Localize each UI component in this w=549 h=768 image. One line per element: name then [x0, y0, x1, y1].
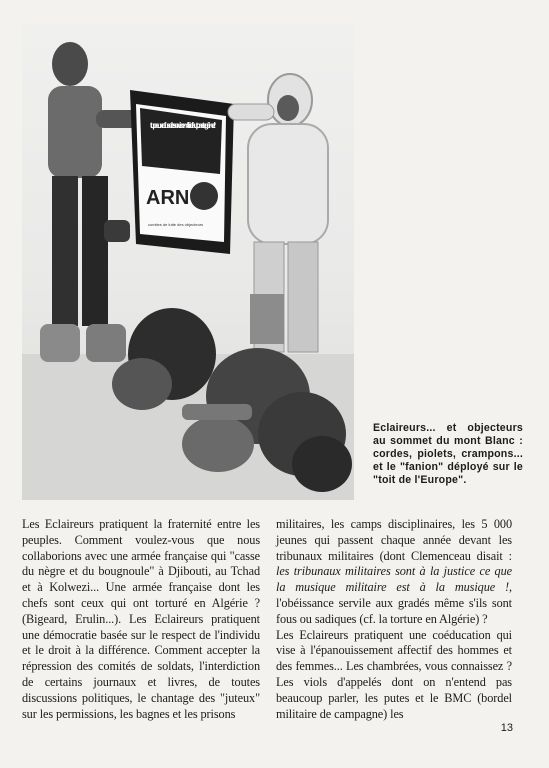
clemenceau-quote: les tribunaux militaires sont à la justice ce que la musique militaire est à la musique ! — [276, 564, 512, 595]
banner-text-1: tu peux refuser le service militaire faut pas te gêner ! — [150, 121, 217, 130]
page-number: 13 — [500, 722, 513, 734]
paragraph-text: , l'obéissance servile aux gradés même s'ils sont fous ou sadiques (cf. la torture en Algérie) ? — [276, 580, 512, 626]
text-column-left — [22, 517, 260, 722]
right-climber — [228, 74, 328, 352]
paragraph: Les Eclaireurs pratiquent une coéducation qui vise à l'épanouissement affectif des hommes et des femmes... Les chambrées, vous connaissez ? Les viols d'appelés dont on n'entend pas beaucoup parler, les putes et le BMC (bordel militaire de campagne) les — [276, 627, 512, 721]
paragraph: Les Eclaireurs pratiquent la fraternité entre les peuples. Comment voulez-vous que nous collaborions avec une armée française qui "casse du nègre et du bougnoule" à Djibouti, au Tchad et à Kolwezi... Une armée française dont les chefs sont ceux qui ont torturé en Algérie ? (Bigeard, Erulin...). Les Eclaireurs pratiquent une démocratie basée sur le respect de l'individu et le droit à la différence. Comment accepter la répression des comités de soldats, l'interdiction de certains journaux et livres, de toutes discussions politiques, le chantage des "juteux" sur les permissions, les bagnes et les prisons — [22, 517, 260, 721]
summit-photo — [22, 24, 354, 500]
protest-banner — [130, 90, 234, 254]
paragraph-text: militaires, les camps disciplinaires, les 5 000 jeunes qui passent chaque année devant les tribunaux militaires (dont Clemenceau disait : — [276, 517, 512, 563]
text-column-right — [276, 517, 512, 722]
banner-footer: comites de lutte des objecteurs — [148, 222, 204, 227]
photo-illustration — [22, 24, 354, 500]
paragraph — [276, 517, 512, 628]
left-climber — [40, 42, 144, 362]
banner-logo: ARN — [146, 187, 190, 209]
photo-caption: Eclaireurs... et objecteurs au sommet du mont Blanc : cordes, piolets, crampons... et le "fanion" déployé sur le "toit de l'Europe". — [373, 422, 523, 486]
